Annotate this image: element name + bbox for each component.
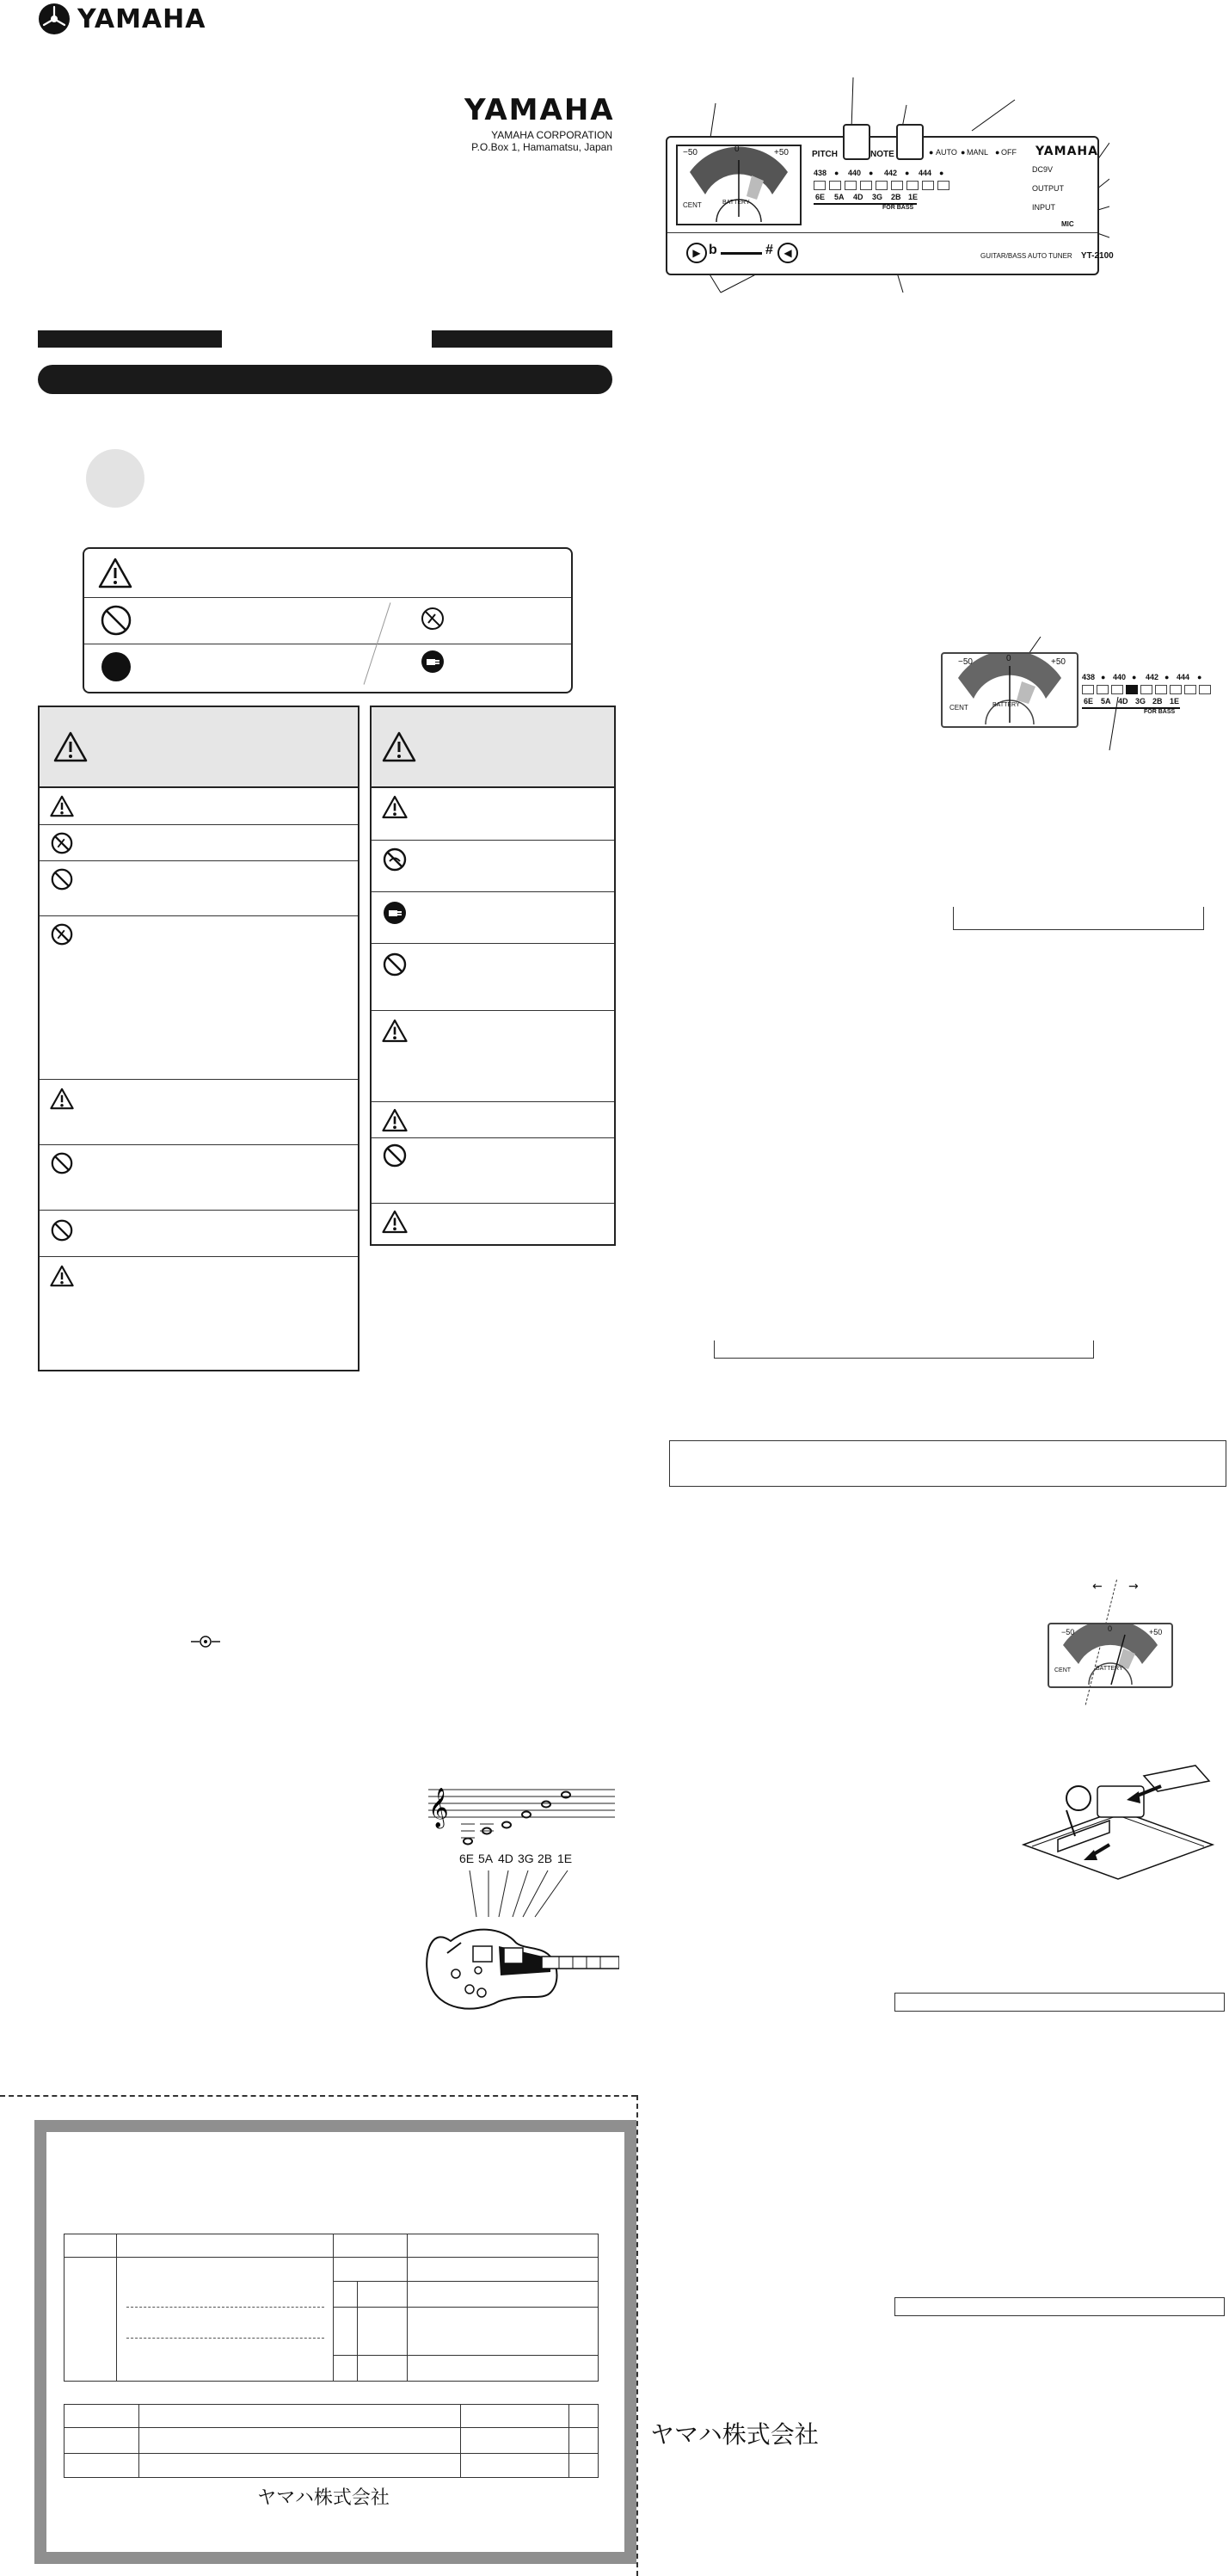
meter-cent-label: CENT bbox=[1054, 1667, 1072, 1673]
mode-off-label: OFF bbox=[1001, 148, 1017, 157]
staff-note-label: 5A bbox=[478, 1852, 494, 1865]
mode-manl-label: MANL bbox=[967, 148, 989, 157]
sharp-symbol: # bbox=[765, 243, 773, 257]
product-label bbox=[980, 251, 1114, 261]
mic-label: MIC bbox=[1061, 220, 1074, 228]
note-value: 3G bbox=[872, 193, 883, 201]
note-value: 4D bbox=[1118, 697, 1128, 706]
meter-plus-label: +50 bbox=[1051, 657, 1066, 667]
note-value: 5A bbox=[834, 193, 845, 201]
tuner-brand: YAMAHA bbox=[1035, 145, 1098, 158]
brand-name: YAMAHA bbox=[77, 4, 206, 34]
note-bracket bbox=[714, 1340, 1094, 1359]
warning-triangle-icon bbox=[50, 795, 74, 817]
output-jack-label: OUTPUT bbox=[1032, 184, 1064, 193]
address-line: P.O.Box 1, Hamamatsu, Japan bbox=[471, 141, 612, 153]
cut-line-vertical bbox=[636, 2095, 638, 2576]
no-disassembly-icon bbox=[50, 922, 74, 946]
pitch-value: 444 bbox=[1177, 673, 1190, 681]
dc-polarity-icon bbox=[191, 1635, 220, 1649]
warning-triangle-icon bbox=[382, 795, 408, 819]
flat-arrow-icon: ▶ bbox=[686, 243, 707, 263]
note-value: 4D bbox=[853, 193, 863, 201]
unplug-icon bbox=[382, 900, 408, 926]
no-disassembly-icon bbox=[420, 606, 446, 632]
meter-deflection-diagram bbox=[1044, 1580, 1173, 1709]
note-value: 2B bbox=[1152, 697, 1163, 706]
left-arrow-icon: ← bbox=[1092, 1580, 1103, 1593]
warning-triangle-icon bbox=[50, 1265, 74, 1287]
meter-cent-label: CENT bbox=[683, 201, 702, 209]
prohibition-icon bbox=[50, 1218, 74, 1242]
pitch-value: 440 bbox=[1113, 673, 1127, 681]
address-block bbox=[464, 93, 615, 153]
warning-triangle-icon bbox=[382, 1210, 408, 1234]
tuner-body bbox=[666, 136, 1114, 275]
input-jack-label: INPUT bbox=[1032, 203, 1055, 212]
note-value: 6E bbox=[815, 193, 826, 201]
yamaha-logo bbox=[38, 3, 210, 37]
mandatory-action-icon bbox=[100, 650, 132, 683]
note-bracket bbox=[894, 2297, 1225, 2316]
pitch-value: 444 bbox=[919, 169, 932, 177]
pitch-value: 438 bbox=[814, 169, 827, 177]
warranty-table-top bbox=[64, 2234, 599, 2382]
prohibition-icon bbox=[382, 1143, 408, 1168]
address-brand: YAMAHA bbox=[464, 93, 615, 127]
meter-scale bbox=[678, 146, 800, 224]
note-label-row bbox=[814, 193, 925, 203]
note-value: 3G bbox=[1135, 697, 1146, 706]
flat-sharp-indicator bbox=[686, 239, 807, 265]
meter-minus-label: −50 bbox=[958, 657, 973, 667]
meter-led-detail bbox=[937, 637, 1229, 757]
cut-line-horizontal bbox=[0, 2095, 636, 2097]
electric-guitar-icon bbox=[421, 1864, 619, 2044]
for-bass-label: FOR BASS bbox=[1144, 709, 1176, 715]
warning-triangle-icon bbox=[382, 1019, 408, 1043]
music-staff-icon bbox=[421, 1778, 619, 1855]
pitch-selector-row: 438 ● 440 ● 442 ● 444 ● bbox=[1082, 673, 1202, 681]
warning-triangle-icon bbox=[50, 1088, 74, 1110]
note-value: 1E bbox=[908, 193, 919, 201]
prohibition-icon bbox=[50, 867, 74, 891]
note-bracket bbox=[894, 1993, 1225, 2012]
section-circle bbox=[86, 449, 144, 508]
meter-zero-label: 0 bbox=[734, 145, 740, 154]
symbol-legend-box bbox=[83, 547, 573, 693]
warning-triangle-icon bbox=[382, 1108, 408, 1132]
note-bracket bbox=[953, 907, 1204, 930]
title-bar-left bbox=[38, 330, 222, 348]
caution-table bbox=[370, 706, 616, 1246]
address-corp: YAMAHA CORPORATION bbox=[491, 129, 612, 141]
pitch-value: 442 bbox=[884, 169, 898, 177]
tuner-panel-diagram bbox=[662, 77, 1114, 301]
unplug-icon bbox=[420, 649, 446, 675]
note-led-row bbox=[1082, 685, 1228, 695]
warranty-card bbox=[34, 2120, 636, 2564]
meter-cent-label: CENT bbox=[949, 704, 968, 712]
warning-triangle-icon bbox=[98, 558, 132, 589]
note-label: NOTE bbox=[870, 150, 894, 159]
staff-note-label: 2B bbox=[538, 1852, 553, 1865]
meter-minus-label: −50 bbox=[1061, 1628, 1075, 1636]
mode-switch[interactable]: AUTO MANL OFF ● ● ● bbox=[929, 148, 1017, 157]
meter-minus-label: −50 bbox=[683, 148, 697, 157]
note-led-row bbox=[814, 181, 960, 191]
prohibition-icon bbox=[100, 604, 132, 637]
note-value: 2B bbox=[891, 193, 901, 201]
prohibition-icon bbox=[50, 1151, 74, 1175]
staff-note-label: 3G bbox=[518, 1852, 534, 1865]
pitch-button[interactable] bbox=[843, 124, 870, 160]
note-value: 5A bbox=[1101, 697, 1111, 706]
tuning-fork-emblem-icon bbox=[38, 3, 71, 35]
note-value: 1E bbox=[1170, 697, 1180, 706]
product-name: GUITAR/BASS AUTO TUNER bbox=[980, 252, 1072, 260]
meter-window bbox=[941, 652, 1078, 728]
staff-note-label: 6E bbox=[459, 1852, 475, 1865]
no-wet-hands-icon bbox=[382, 847, 408, 872]
for-bass-label: FOR BASS bbox=[882, 205, 914, 211]
note-value: 6E bbox=[1084, 697, 1094, 706]
dc-jack-label: DC9V bbox=[1032, 165, 1054, 174]
prohibition-icon bbox=[382, 952, 408, 977]
note-label-row bbox=[1082, 697, 1194, 707]
meter-window bbox=[1048, 1623, 1173, 1688]
meter-battery-label: BATTERY bbox=[992, 702, 1020, 708]
note-button[interactable] bbox=[896, 124, 924, 160]
warranty-table-bottom bbox=[64, 2404, 599, 2478]
meter-battery-label: BATTERY bbox=[722, 200, 750, 206]
pitch-value: 438 bbox=[1082, 673, 1096, 681]
title-bar-right bbox=[432, 330, 612, 348]
pitch-value: 442 bbox=[1146, 673, 1159, 681]
pitch-label: PITCH bbox=[812, 150, 838, 159]
notice-box bbox=[669, 1440, 1226, 1487]
pitch-value: 440 bbox=[848, 169, 862, 177]
battery-compartment-illustration bbox=[1015, 1750, 1221, 1888]
meter-zero-label: 0 bbox=[1006, 654, 1011, 663]
right-arrow-icon: → bbox=[1128, 1580, 1139, 1593]
staff-note-label: 4D bbox=[498, 1852, 513, 1865]
flat-symbol: b bbox=[709, 243, 717, 257]
no-disassembly-icon bbox=[50, 831, 74, 855]
meter-plus-label: +50 bbox=[774, 148, 789, 157]
mode-auto-label: AUTO bbox=[936, 148, 957, 157]
svg-text:𝄞: 𝄞 bbox=[428, 1788, 449, 1827]
staff-note-label: 1E bbox=[557, 1852, 573, 1865]
warranty-company-name: ヤマハ株式会社 bbox=[257, 2487, 390, 2509]
section-bar bbox=[38, 365, 612, 394]
company-name: ヤマハ株式会社 bbox=[650, 2420, 819, 2449]
meter-battery-label: BATTERY bbox=[1096, 1666, 1123, 1672]
warning-triangle-icon bbox=[53, 731, 88, 762]
meter-plus-label: +50 bbox=[1149, 1628, 1163, 1636]
pitch-selector-row: 438 ● 440 ● 442 ● 444 ● bbox=[814, 169, 944, 177]
meter-window bbox=[676, 145, 802, 225]
model-name: YT-2100 bbox=[1080, 251, 1114, 261]
warning-triangle-icon bbox=[382, 731, 416, 762]
guitar-staff-illustration bbox=[421, 1778, 619, 2044]
meter-zero-label: 0 bbox=[1108, 1624, 1113, 1633]
sharp-arrow-icon: ◀ bbox=[777, 243, 798, 263]
warning-table bbox=[38, 706, 359, 1371]
